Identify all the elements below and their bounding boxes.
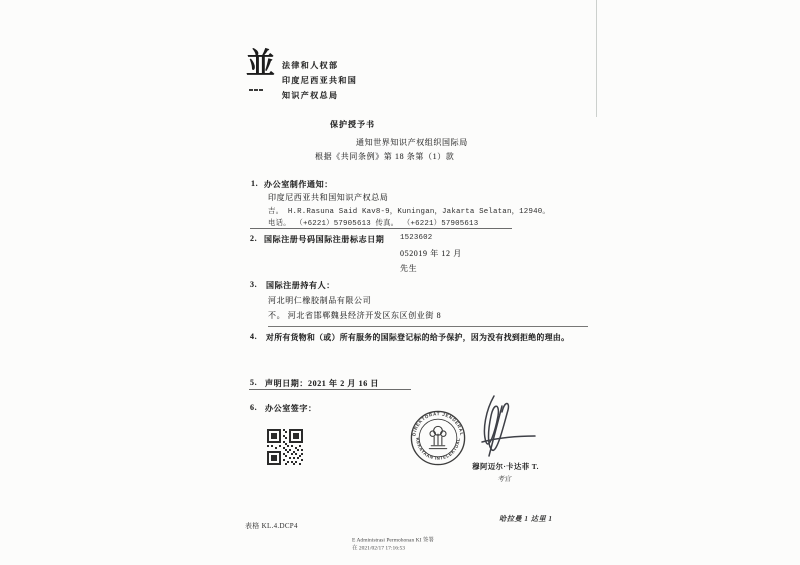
section-1-office: 印度尼西亚共和国知识产权总局	[268, 193, 389, 202]
section-1-heading: 办公室制作通知：	[264, 180, 333, 189]
subtitle-line-2: 根据《共同条例》第 18 条第（1）款	[315, 152, 455, 161]
declaration-date: 声明日期：2021 年 2 月 16 日	[265, 379, 379, 388]
section-1-underline	[250, 228, 512, 229]
ministry-line-1: 法律和人权部	[282, 61, 339, 70]
ministry-name-block	[282, 58, 357, 103]
subtitle-line-1: 通知世界知识产权组织国际局	[356, 138, 468, 147]
footer-form-code: 表格 KL.4.DCP4	[245, 522, 298, 530]
svg-text:DIREKTORAT JENDERAL: DIREKTORAT JENDERAL	[411, 411, 465, 437]
section-3-number: 3.	[250, 280, 258, 289]
section-6-heading: 办公室签字：	[265, 404, 317, 413]
ministry-emblem-icon: 並	[246, 48, 276, 80]
section-3-heading: 国际注册持有人：	[266, 281, 335, 290]
section-5-underline	[249, 389, 411, 390]
ministry-line-2: 印度尼西亚共和国	[282, 76, 358, 85]
scan-edge-artifact	[596, 0, 597, 117]
signer-name: 穆阿迈尔·卡达菲 T.	[472, 462, 539, 471]
signature-scribble	[442, 390, 538, 466]
section-2-heading: 国际注册号码国际注册标志日期	[264, 235, 385, 244]
holder-address: 不。 河北省邯郸魏县经济开发区东区创业街 8	[268, 311, 442, 320]
salutation: 先生	[400, 264, 418, 273]
emblem-caption-marks	[249, 89, 264, 107]
page-title: 保护授予书	[330, 120, 375, 129]
section-1-phone: 电话。 （+6221）57905613 传真。 （+6221）57905613	[268, 220, 479, 228]
section-3-divider	[268, 326, 588, 327]
section-4-text: 对所有货物和（或）所有服务的国际登记标的给予保护，因为没有找到拒绝的理由。	[266, 333, 570, 342]
section-1-address: 吉。 H.R.Rasuna Said Kav8-9，Kuningan，Jakarta Selatan，12940。	[268, 208, 550, 216]
holder-name: 河北明仁橡胶制品有限公司	[268, 296, 372, 305]
section-6-number: 6.	[250, 403, 258, 412]
footer-page-label: 哈拉曼 1 达里 1	[499, 515, 553, 523]
qr-code-icon	[267, 429, 303, 465]
signer-title: 考官	[497, 476, 511, 483]
footer-meta-line-2: 在 2021/02/17 17:16:53	[352, 545, 406, 552]
registration-number: 1523602	[400, 234, 433, 242]
ministry-line-3: 知识产权总局	[282, 91, 339, 100]
section-5-number: 5.	[250, 378, 258, 387]
section-4-number: 4.	[250, 332, 258, 341]
section-1-number: 1.	[251, 179, 259, 188]
footer-meta-line-1: E Administrasi Permohonan KI 签署	[352, 537, 434, 544]
svg-text:KEKAYAAN INTELEKTUAL: KEKAYAAN INTELEKTUAL	[415, 437, 461, 461]
section-2-number: 2.	[250, 234, 258, 243]
registration-date: 052019 年 12 月	[400, 249, 462, 258]
